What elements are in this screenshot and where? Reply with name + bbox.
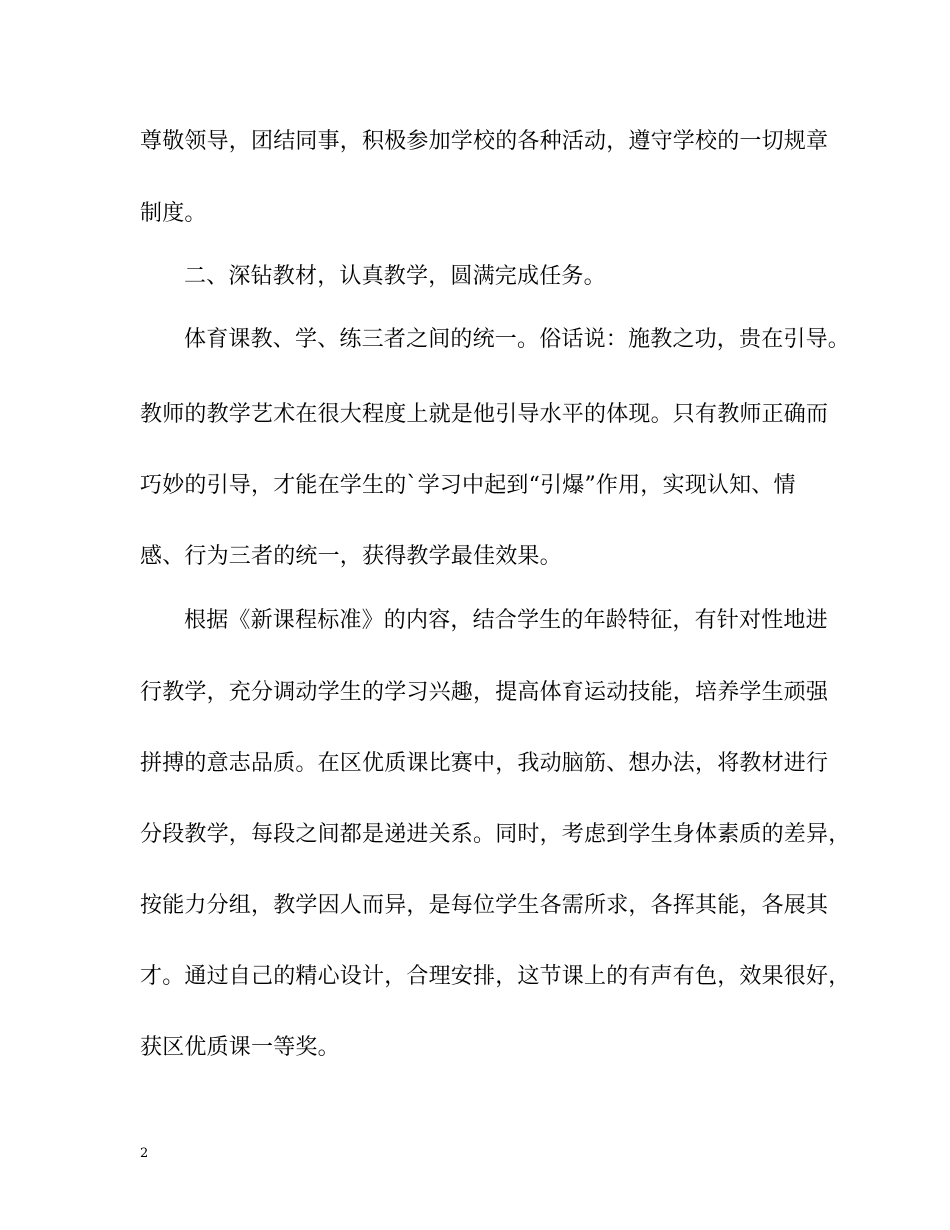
text-line: 分段教学，每段之间都是递进关系。同时，考虑到学生身体素质的差异， (140, 822, 851, 847)
text-line: 教师的教学艺术在很大程度上就是他引导水平的体现。只有教师正确而 (140, 402, 829, 427)
text-line: 巧妙的引导，才能在学生的`学习中起到“引爆”作用，实现认知、情 (140, 473, 796, 498)
text-line: 感、行为三者的统一，获得教学最佳效果。 (140, 544, 562, 569)
text-line: 拼搏的意志品质。在区优质课比赛中，我动脑筋、想办法，将教材进行 (140, 751, 829, 776)
text-line: 根据《新课程标准》的内容，结合学生的年龄特征，有针对性地进 (184, 608, 828, 633)
text-line: 获区优质课一等奖。 (140, 1035, 340, 1060)
text-line: 体育课教、学、练三者之间的统一。俗话说：施教之功，贵在引导。 (184, 327, 851, 352)
text-line: 按能力分组，教学因人而异，是每位学生各需所求，各挥其能，各展其 (140, 893, 829, 918)
text-line: 才。通过自己的精心设计，合理安排，这节课上的有声有色，效果很好， (140, 964, 851, 989)
page-number: 2 (140, 1146, 149, 1161)
text-line: 行教学，充分调动学生的学习兴趣，提高体育运动技能，培养学生顽强 (140, 680, 829, 705)
section-heading: 二、深钻教材，认真教学，圆满完成任务。 (184, 264, 606, 289)
text-line: 尊敬领导，团结同事，积极参加学校的各种活动，遵守学校的一切规章 (140, 129, 829, 154)
text-line: 制度。 (140, 201, 207, 226)
